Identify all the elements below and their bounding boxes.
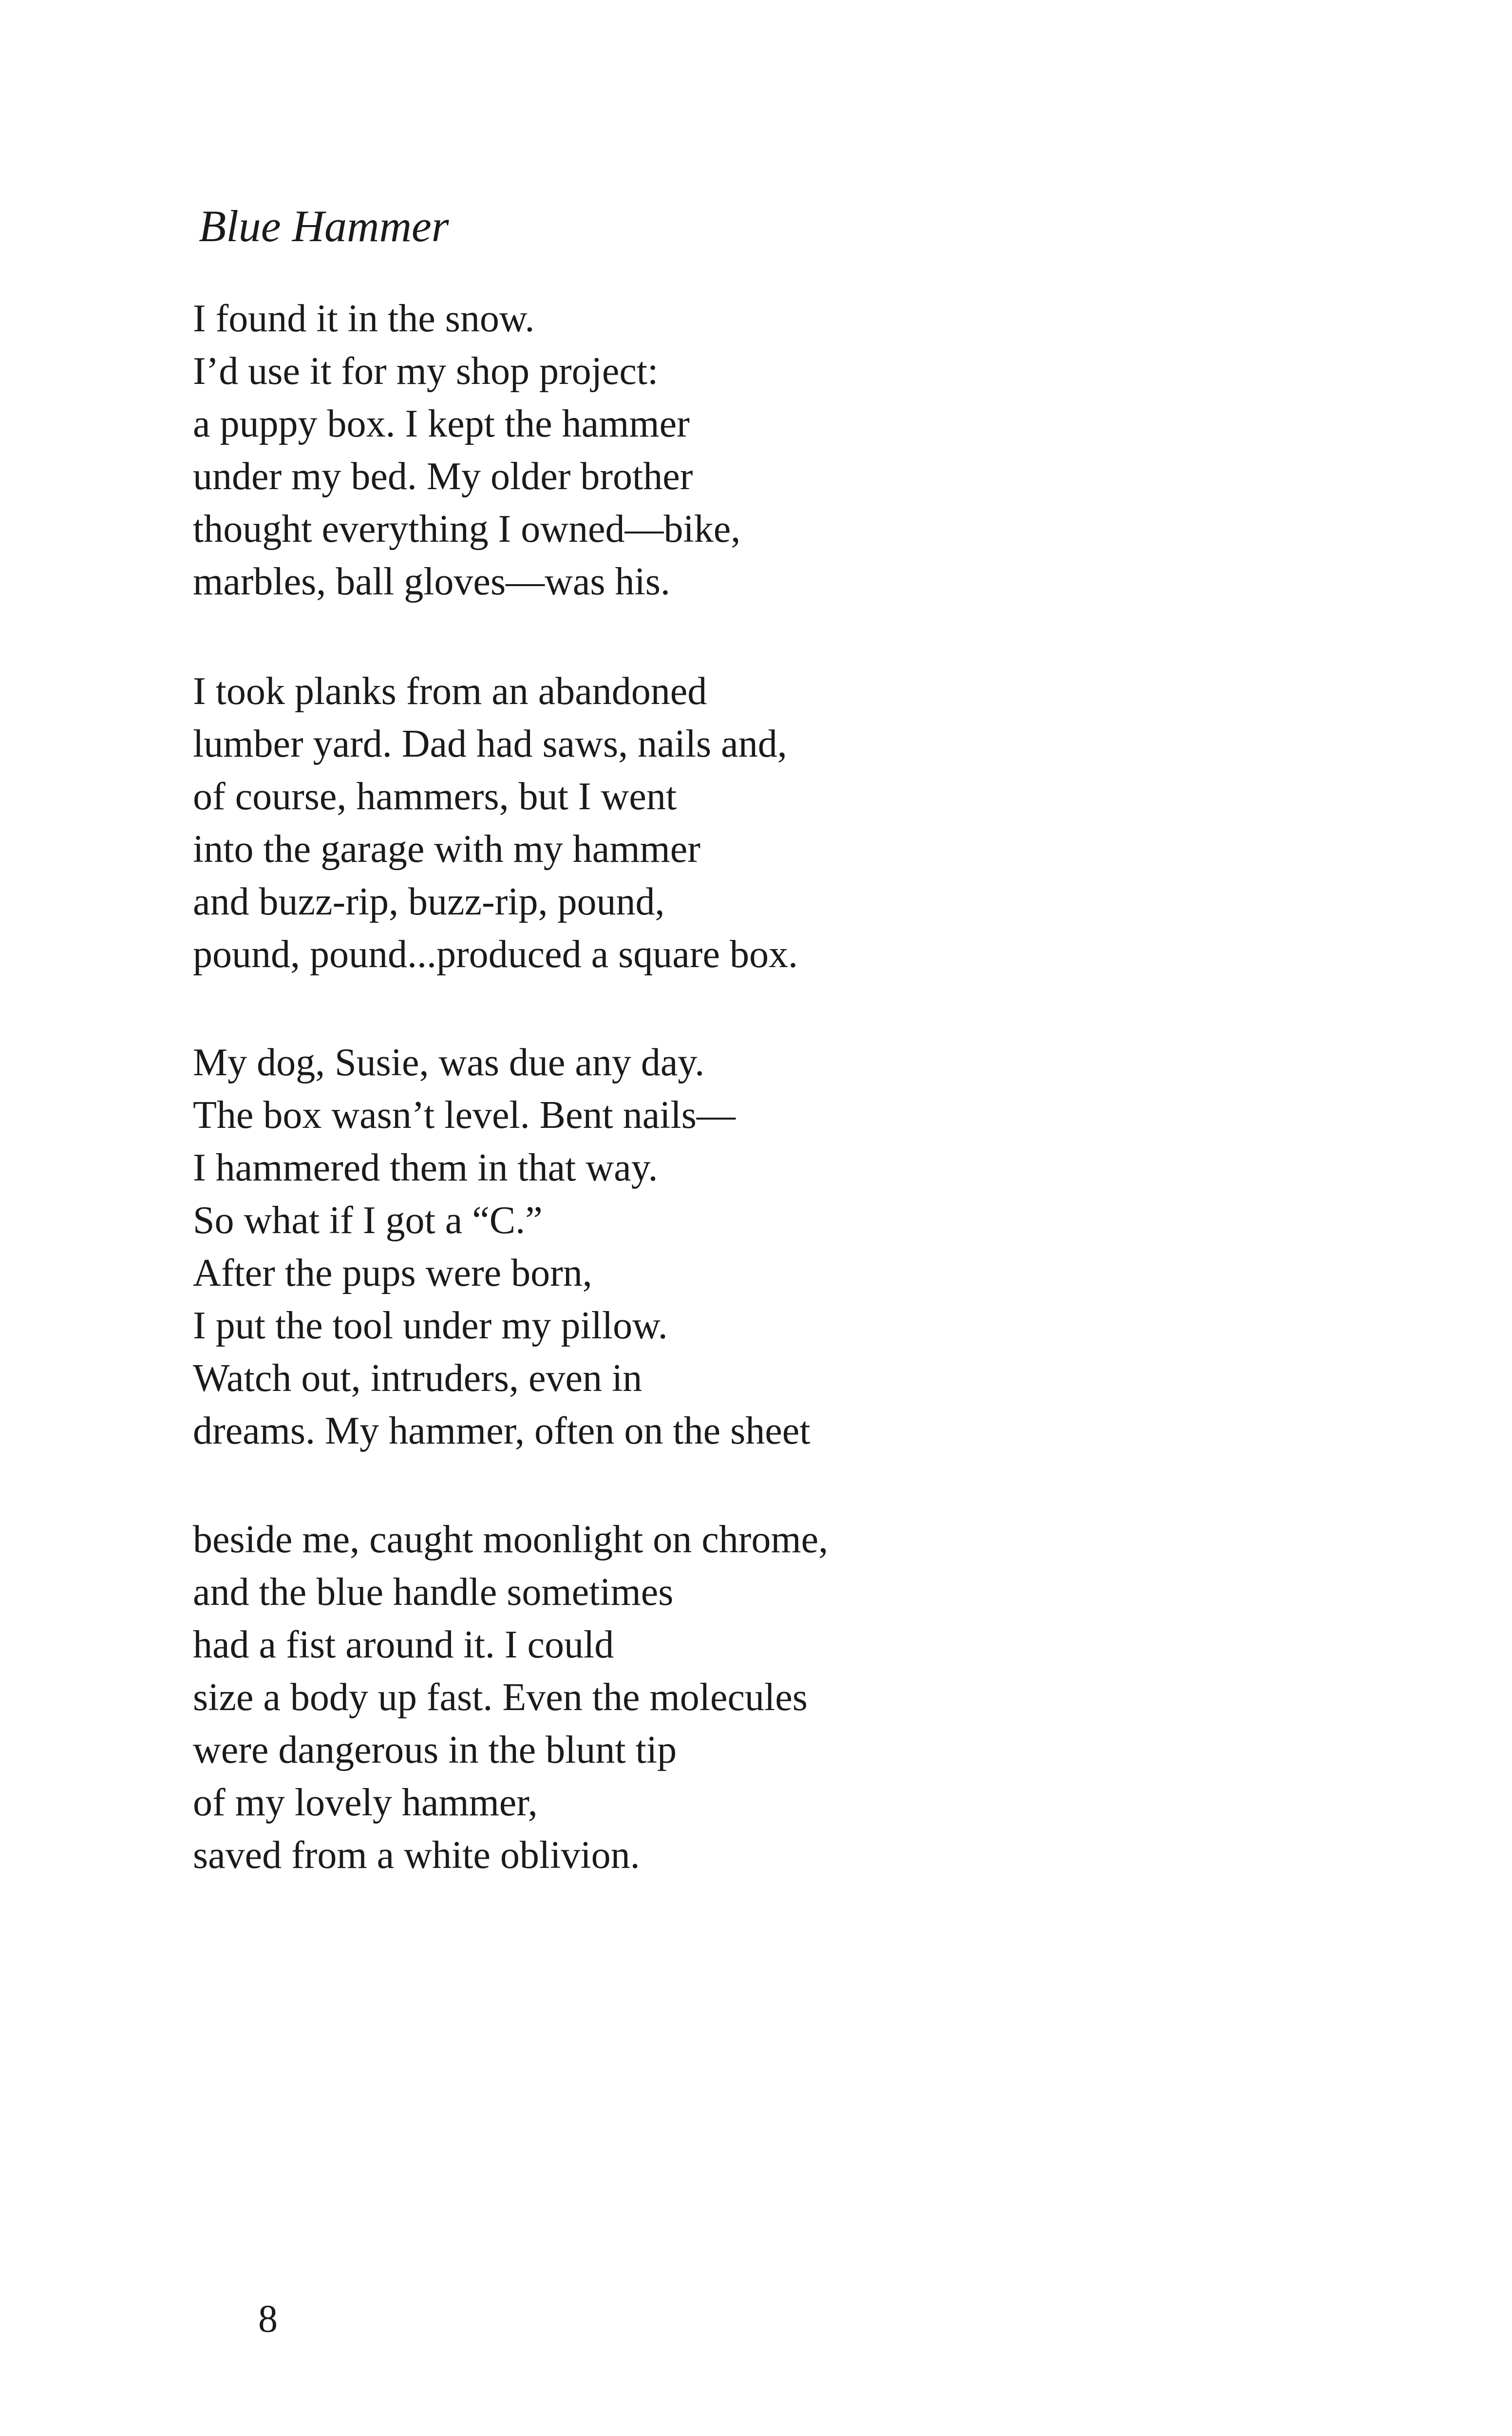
- poem-line: After the pups were born,: [193, 1252, 592, 1294]
- poem-line: of course, hammers, but I went: [193, 775, 677, 818]
- poem-line: saved from a white oblivion.: [193, 1834, 640, 1877]
- stanza-4: [193, 1513, 828, 1882]
- poem-line: I found it in the snow.: [193, 297, 535, 340]
- poem-line: My dog, Susie, was due any day.: [193, 1041, 705, 1084]
- stanza-1: [193, 292, 740, 608]
- poem-line: Watch out, intruders, even in: [193, 1357, 643, 1400]
- poem-line: lumber yard. Dad had saws, nails and,: [193, 723, 787, 765]
- stanza-2: [193, 665, 798, 981]
- poem-line: marbles, ball gloves—was his.: [193, 560, 670, 603]
- poem-line: and buzz-rip, buzz-rip, pound,: [193, 880, 665, 923]
- page-number: 8: [258, 2298, 278, 2341]
- poem-line: dreams. My hammer, often on the sheet: [193, 1409, 811, 1452]
- poem-line: thought everything I owned—bike,: [193, 508, 741, 551]
- poem-line: size a body up fast. Even the molecules: [193, 1676, 808, 1719]
- poem-line: under my bed. My older brother: [193, 455, 693, 498]
- poem-title: Blue Hammer: [199, 201, 449, 251]
- poem-line: beside me, caught moonlight on chrome,: [193, 1518, 829, 1561]
- poem-line: I put the tool under my pillow.: [193, 1304, 668, 1347]
- stanza-3: [193, 1036, 811, 1457]
- poem-line: into the garage with my hammer: [193, 828, 700, 871]
- poem-line: and the blue handle sometimes: [193, 1571, 674, 1614]
- poem-line: were dangerous in the blunt tip: [193, 1729, 677, 1771]
- poem-line: a puppy box. I kept the hammer: [193, 402, 690, 445]
- poem-line: had a fist around it. I could: [193, 1623, 614, 1666]
- poem-line: I took planks from an abandoned: [193, 670, 707, 713]
- poem-line: of my lovely hammer,: [193, 1781, 538, 1824]
- poem-line: So what if I got a “C.”: [193, 1199, 543, 1242]
- poem-line: The box wasn’t level. Bent nails—: [193, 1094, 736, 1137]
- poem-line: I’d use it for my shop project:: [193, 350, 659, 393]
- poem-line: I hammered them in that way.: [193, 1146, 658, 1189]
- poem-line: pound, pound...produced a square box.: [193, 933, 798, 976]
